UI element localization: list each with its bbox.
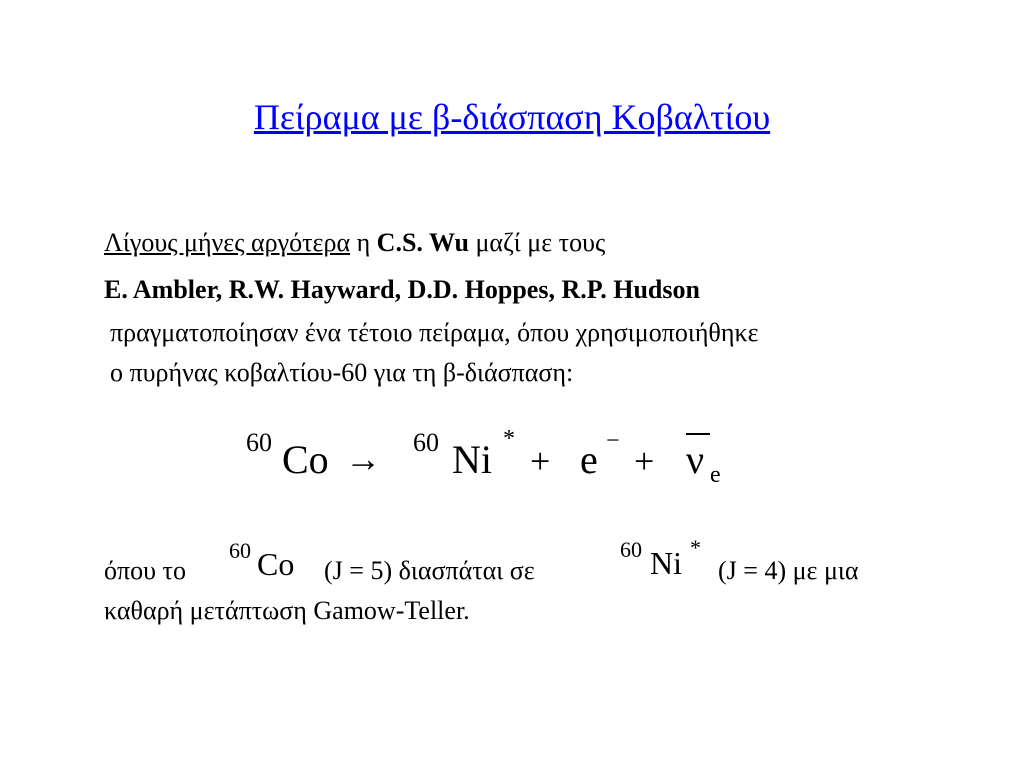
para1-line1 — [104, 228, 605, 258]
ni-mass-number: 60 — [413, 428, 439, 457]
antineutrino-bar — [686, 433, 710, 435]
arrow-symbol: → — [345, 439, 381, 479]
plus-sign: + — [634, 441, 655, 481]
para1-line3: πραγματοποίησαν ένα τέτοιο πείραμα, όπου χρησιμοποιήθηκε — [110, 318, 759, 347]
neutrino-symbol: ν — [686, 437, 705, 482]
collaborators-names: E. Ambler, R.W. Hayward, D.D. Hoppes, R.P. Hudson — [104, 275, 700, 304]
wu-name: C.S. Wu — [376, 228, 469, 257]
slide-title: Πείραμα με β-διάσπαση Κοβαλτίου — [253, 97, 771, 137]
where-text: όπου το — [104, 556, 186, 585]
co-symbol-inline: Co — [257, 546, 295, 582]
electron-charge: − — [606, 428, 620, 454]
with-text: μαζί με τους — [468, 228, 606, 257]
conjunction-text: η — [350, 228, 377, 257]
neutrino-subscript: e — [710, 462, 721, 488]
co-mass-number: 60 — [246, 428, 272, 457]
ni-excited-star-inline: * — [690, 535, 701, 560]
ni-symbol-inline: Ni — [650, 545, 682, 581]
months-later-text: Λίγους μήνες αργότερα — [104, 228, 351, 257]
excited-star: * — [503, 426, 515, 452]
co-symbol: Co — [282, 437, 329, 482]
ni-mass-number-inline: 60 — [620, 537, 642, 562]
ni-symbol: Ni — [452, 437, 492, 482]
plus-sign: + — [530, 441, 551, 481]
co-spin-text: (J = 5) διασπάται σε — [324, 556, 535, 585]
electron-symbol: e — [580, 437, 598, 482]
ni-spin-text: (J = 4) με μια — [718, 556, 859, 585]
para1-line4: ο πυρήνας κοβαλτίου-60 για τη β-διάσπαση: — [110, 358, 574, 387]
para2-line2: καθαρή μετάπτωση Gamow-Teller. — [104, 596, 470, 625]
co-mass-number-inline: 60 — [229, 538, 251, 563]
